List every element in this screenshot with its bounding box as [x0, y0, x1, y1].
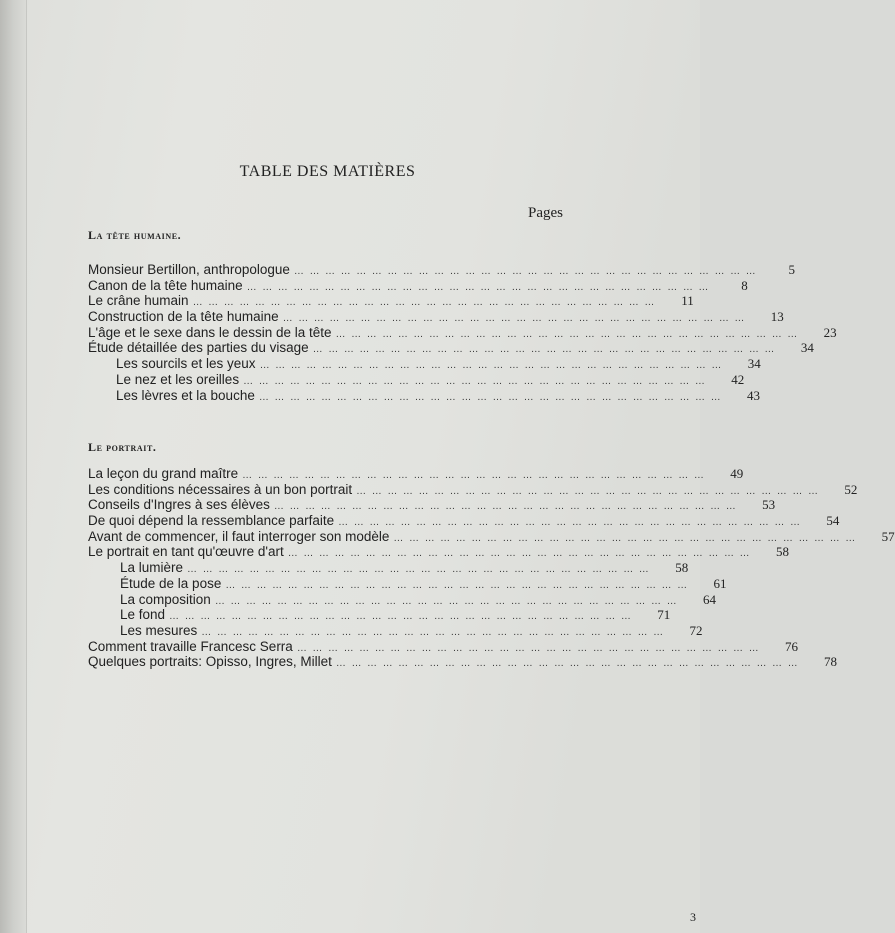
- dot-leader: … … … … … … … … … … … … … … … … … … … … … … … … … … … … … …: [287, 548, 751, 560]
- toc-subentry: [88, 387, 761, 404]
- toc-page-number: 52: [844, 481, 858, 497]
- toc-entry: [88, 528, 895, 545]
- toc-subentry: [88, 356, 761, 372]
- toc-subentry: [88, 622, 703, 639]
- toc-entry: [88, 324, 837, 341]
- page-spine-shadow: [0, 0, 27, 933]
- toc-entry-text: Le fond: [120, 607, 166, 623]
- page-title: TABLE DES MATIÈRES: [239, 163, 416, 180]
- toc-entry-text: Le nez et les oreilles: [116, 371, 240, 387]
- dot-leader: … … … … … … … … … … … … … … … … … … … … … … … … … … … … … …: [192, 297, 656, 309]
- dot-leader: … … … … … … … … … … … … … … … … … … … … … … … … … … … … … …: [338, 517, 802, 529]
- dot-leader: … … … … … … … … … … … … … … … … … … … … … … … … … … … … … …: [293, 266, 758, 277]
- toc-entry-text: L'âge et le sexe dans le dessin de la tête: [88, 324, 332, 340]
- toc-entry-text: Comment travaille Francesc Serra: [88, 638, 293, 654]
- toc-entry-text: Canon de la tête humaine: [88, 277, 243, 293]
- toc-entry-text: De quoi dépend la ressemblance parfaite: [88, 513, 335, 529]
- toc-entry: [88, 293, 694, 309]
- toc-subentry: [88, 371, 745, 388]
- toc-subentry: [88, 575, 727, 592]
- toc-page-number: 13: [770, 309, 784, 325]
- toc-entry: [88, 654, 838, 670]
- dot-leader: … … … … … … … … … … … … … … … … … … … … … … … … … … … … … …: [258, 391, 723, 403]
- toc-entry-text: Les lèvres et la bouche: [116, 387, 255, 403]
- toc-page-number: 64: [702, 591, 716, 607]
- toc-list-tete-humaine: [88, 262, 837, 403]
- toc-entry: [88, 513, 840, 529]
- toc-page-number: 54: [826, 513, 840, 529]
- toc-page-number: 61: [713, 575, 727, 591]
- dot-leader: … … … … … … … … … … … … … … … … … … … … … … … … … … … … … …: [273, 501, 738, 513]
- toc-page-number: 58: [775, 544, 789, 560]
- toc-page-number: 72: [689, 622, 703, 638]
- toc-list-portrait: [88, 466, 895, 670]
- dot-leader: … … … … … … … … … … … … … … … … … … … … … … … … … … … … … …: [201, 626, 665, 638]
- toc-page-number: 71: [657, 607, 671, 623]
- toc-entry: [88, 340, 814, 356]
- toc-entry-text: Les conditions nécessaires à un bon portrait: [88, 481, 353, 497]
- toc-entry-text: Avant de commencer, il faut interroger son modèle: [88, 528, 390, 544]
- toc-entry-text: Étude de la pose: [120, 575, 222, 591]
- toc-entry: [88, 309, 784, 325]
- dot-leader: … … … … … … … … … … … … … … … … … … … … … … … … … … … … … …: [259, 360, 723, 372]
- dot-leader: … … … … … … … … … … … … … … … … … … … … … … … … … … … … … …: [335, 658, 800, 670]
- toc-entry-text: Le portrait en tant qu'œuvre d'art: [88, 544, 284, 560]
- toc-page-number: 58: [675, 560, 689, 576]
- toc-entry: [88, 481, 858, 498]
- toc-entry-text: Monsieur Bertillon, anthropologue: [88, 262, 290, 277]
- toc-page-number: 43: [747, 387, 761, 403]
- toc-entry-text: La composition: [120, 591, 211, 607]
- dot-leader: … … … … … … … … … … … … … … … … … … … … … … … … … … … … … …: [214, 595, 678, 607]
- dot-leader: … … … … … … … … … … … … … … … … … … … … … … … … … … … … … …: [246, 281, 710, 293]
- dot-leader: … … … … … … … … … … … … … … … … … … … … … … … … … … … … … …: [335, 328, 799, 340]
- page-number: 3: [690, 910, 696, 924]
- toc-page-number: 23: [823, 324, 837, 340]
- toc-entry-text: La lumière: [120, 560, 184, 576]
- toc-entry: [88, 262, 796, 278]
- toc-subentry: [88, 607, 671, 623]
- toc-page-number: 11: [681, 293, 694, 309]
- toc-entry-text: Quelques portraits: Opisso, Ingres, Millet: [88, 654, 332, 670]
- toc-page-number: 8: [741, 277, 748, 293]
- dot-leader: … … … … … … … … … … … … … … … … … … … … … … … … … … … … … …: [242, 470, 706, 481]
- dot-leader: … … … … … … … … … … … … … … … … … … … … … … … … … … … … … …: [169, 611, 633, 623]
- dot-leader: … … … … … … … … … … … … … … … … … … … … … … … … … … … … … …: [296, 642, 760, 654]
- toc-entry: [88, 497, 776, 513]
- toc-subentry: [88, 560, 689, 576]
- toc-page-number: 53: [762, 497, 776, 513]
- dot-leader: … … … … … … … … … … … … … … … … … … … … … … … … … … … … … …: [312, 344, 776, 356]
- toc-page-number: 76: [785, 638, 798, 654]
- toc-subentry: [88, 591, 716, 608]
- toc-page-number: 42: [731, 371, 745, 387]
- toc-page-number: 57: [881, 528, 895, 544]
- toc-entry-text: Étude détaillée des parties du visage: [88, 340, 309, 356]
- toc-entry: [88, 466, 744, 482]
- toc-page-number: 5: [788, 262, 796, 277]
- dot-leader: … … … … … … … … … … … … … … … … … … … … … … … … … … … … … …: [243, 375, 707, 387]
- dot-leader: … … … … … … … … … … … … … … … … … … … … … … … … … … … … … …: [393, 532, 857, 544]
- section-heading-tete-humaine: La tête humaine.: [88, 228, 182, 242]
- dot-leader: … … … … … … … … … … … … … … … … … … … … … … … … … … … … … …: [282, 313, 746, 325]
- toc-entry-text: Les sourcils et les yeux: [116, 356, 256, 372]
- toc-entry-text: Construction de la tête humaine: [88, 309, 279, 325]
- dot-leader: … … … … … … … … … … … … … … … … … … … … … … … … … … … … … …: [187, 564, 651, 576]
- section-heading-portrait: Le portrait.: [88, 440, 157, 454]
- toc-page-number: 34: [747, 356, 761, 372]
- toc-entry-text: La leçon du grand maître: [88, 466, 239, 481]
- toc-entry-text: Le crâne humain: [88, 293, 189, 309]
- toc-entry-text: Les mesures: [120, 622, 198, 638]
- toc-entry-text: Conseils d'Ingres à ses élèves: [88, 497, 270, 513]
- pages-column-header: Pages: [528, 205, 563, 221]
- toc-entry: [88, 638, 798, 655]
- dot-leader: … … … … … … … … … … … … … … … … … … … … … … … … … … … … … …: [225, 579, 689, 591]
- toc-page-number: 78: [824, 654, 838, 670]
- toc-entry: [88, 544, 789, 560]
- toc-page-number: 49: [730, 466, 744, 481]
- toc-page-number: 34: [800, 340, 814, 356]
- dot-leader: … … … … … … … … … … … … … … … … … … … … … … … … … … … … … …: [356, 485, 820, 497]
- toc-entry: [88, 277, 748, 294]
